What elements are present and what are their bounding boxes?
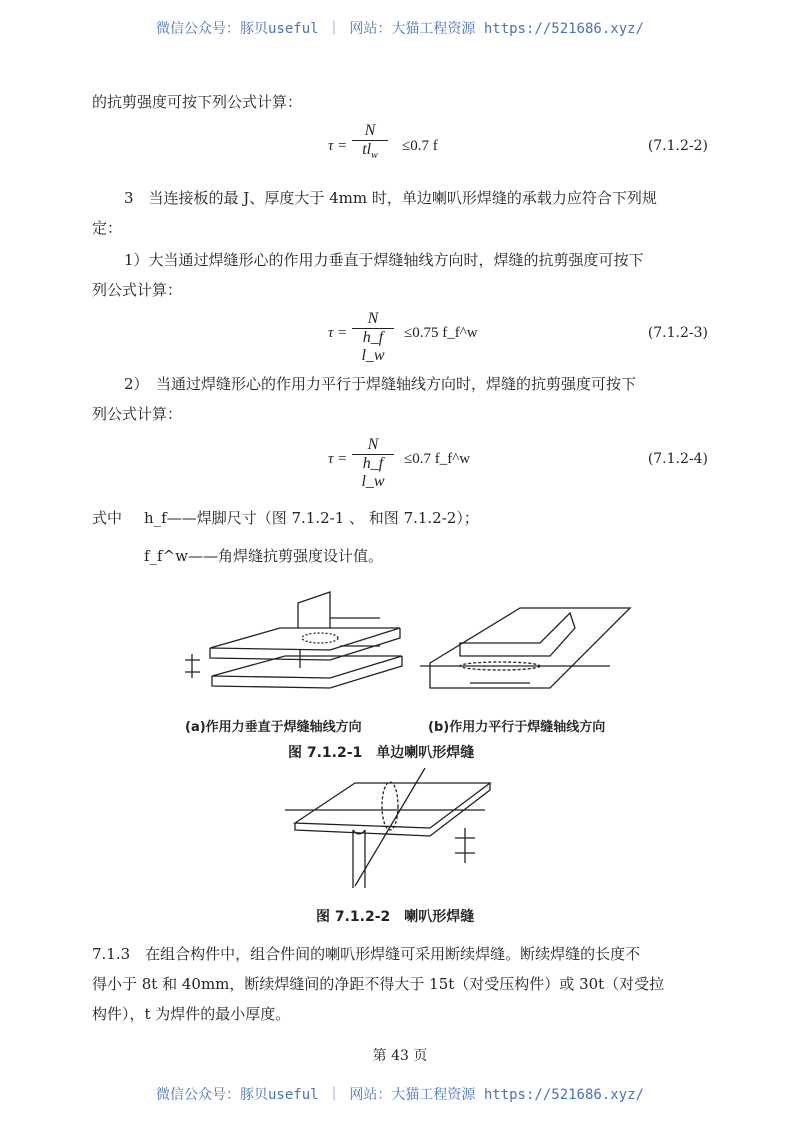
eq-denominator: h_f l_w — [361, 455, 385, 490]
eq-number: (7.1.2-4) — [647, 451, 708, 467]
where-ffw: f_f^w——角焊缝抗剪强度设计值。 — [144, 547, 384, 565]
para-7-1-3-line1: 7.1.3 在组合构件中，组合件间的喇叭形焊缝可采用断续焊缝。断续焊缝的长度不 — [92, 945, 641, 963]
item3-line2: 定： — [92, 219, 123, 237]
eq-numerator: N — [352, 436, 394, 455]
eq-rhs: ≤0.7 f — [402, 138, 438, 154]
item3-line1: 3 当连接板的最 J、厚度大于 4mm 时，单边喇叭形焊缝的承载力应符合下列规 — [124, 189, 657, 207]
fig-a-sketch — [185, 592, 402, 688]
where-hf: h_f——焊脚尺寸（图 7.1.2-1 、 和图 7.1.2-2）； — [144, 509, 479, 527]
watermark-footer: 微信公众号：豚贝useful ｜ 网站：大猫工程资源 https://521686.xyz/ — [155, 1087, 644, 1103]
item2-line1: 2） 当通过焊缝形心的作用力平行于焊缝轴线方向时，焊缝的抗剪强度可按下 — [124, 375, 637, 393]
eq-number: (7.1.2-2) — [647, 138, 708, 154]
figure-7-1-2-1-drawing — [180, 588, 640, 713]
eq-denominator: h_f l_w — [361, 329, 385, 364]
eq-rhs: ≤0.75 f_f^w — [404, 325, 478, 341]
para-7-1-3-line3: 构件），t 为焊件的最小厚度。 — [92, 1005, 291, 1023]
intro-text: 的抗剪强度可按下列公式计算： — [92, 93, 303, 111]
eq-lhs: τ = — [328, 325, 348, 341]
eq-lhs: τ = — [328, 138, 348, 154]
eq-rhs: ≤0.7 f_f^w — [404, 451, 471, 467]
fig1-caption-a: (a)作用力垂直于焊缝轴线方向 — [185, 720, 362, 735]
eq-denominator: $tl_w$ — [362, 141, 378, 162]
fig1-title: 图 7.1.2-1 单边喇叭形焊缝 — [288, 745, 475, 761]
item1-line2: 列公式计算： — [92, 281, 183, 299]
fig-b-sketch — [420, 608, 630, 688]
eq-numerator: N — [352, 310, 394, 329]
item2-line2: 列公式计算： — [92, 405, 183, 423]
figure-7-1-2-2-drawing — [285, 768, 505, 898]
eq-number: (7.1.2-3) — [647, 325, 708, 341]
fig2-title: 图 7.1.2-2 喇叭形焊缝 — [316, 909, 475, 925]
item1-line1: 1）大当通过焊缝形心的作用力垂直于焊缝轴线方向时，焊缝的抗剪强度可按下 — [124, 251, 644, 269]
watermark-header: 微信公众号：豚贝useful ｜ 网站：大猫工程资源 https://521686.xyz/ — [155, 21, 644, 37]
where-label: 式中 — [92, 509, 123, 527]
para-7-1-3-line2: 得小于 8t 和 40mm，断续焊缝间的净距不得大于 15t（对受压构件）或 30t（对受拉 — [92, 975, 665, 993]
eq-numerator: N — [352, 122, 388, 141]
fig1-caption-b: (b)作用力平行于焊缝轴线方向 — [428, 720, 606, 735]
page-number: 第 43 页 — [372, 1048, 428, 1064]
eq-lhs: τ = — [328, 451, 348, 467]
